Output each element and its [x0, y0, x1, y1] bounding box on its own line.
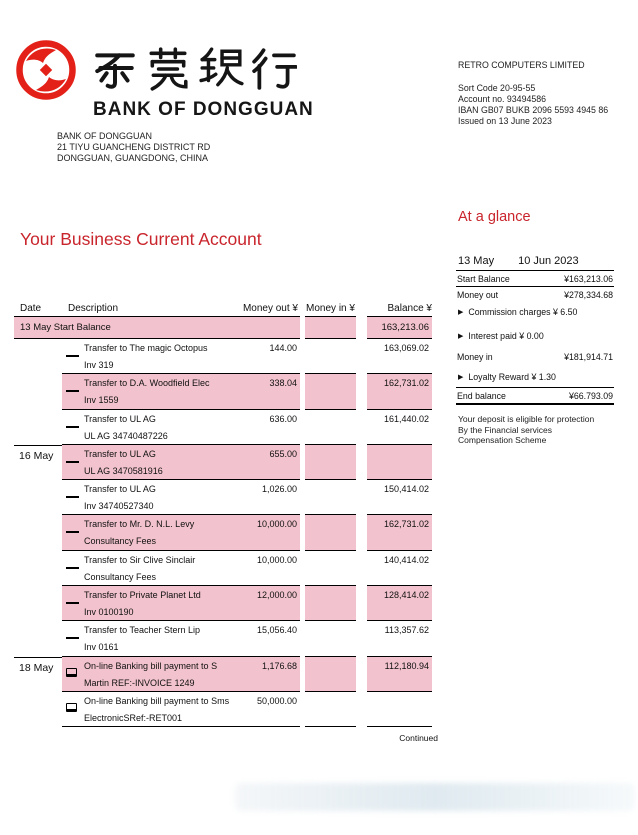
glance-bullet-label: Commission charges ¥ 6.50 [468, 307, 578, 317]
table-row [14, 515, 438, 550]
txn-description: Transfer to Private Planet Ltd [84, 590, 201, 601]
txn-date: 16 May [14, 445, 62, 480]
continued-label: Continued [399, 733, 438, 744]
bullet-triangle-icon: ▶ [458, 332, 464, 340]
txn-description-cell [62, 515, 300, 550]
txn-date [14, 410, 62, 445]
transfer-dash-icon [66, 531, 79, 533]
table-row [14, 586, 438, 621]
txn-description-cell [62, 410, 300, 445]
scan-artifact [235, 783, 635, 811]
transfer-dash-icon [66, 496, 79, 498]
account-holder-name: RETRO COMPUTERS LIMITED [458, 60, 585, 70]
txn-money-out: 1,026.00 [261, 484, 297, 495]
txn-description: Transfer to UL AG [84, 448, 156, 459]
bank-logo-icon [16, 40, 76, 100]
online-banking-icon [66, 703, 77, 712]
txn-money-in [305, 657, 356, 692]
txn-description: Transfer to UL AG [84, 484, 156, 495]
txn-reference: Inv 0161 [84, 642, 119, 653]
start-balance-value: 163,213.06 [367, 316, 432, 339]
page-title: Your Business Current Account [20, 229, 262, 249]
issue-date: Issued on 13 June 2023 [458, 116, 552, 126]
txn-reference: Inv 0100190 [84, 607, 134, 618]
txn-description-cell [62, 621, 300, 656]
txn-balance: 128,414.02 [367, 586, 432, 621]
txn-date [14, 551, 62, 586]
glance-row-label: Money in [457, 351, 493, 362]
transfer-dash-icon [66, 355, 79, 357]
txn-money-in [305, 339, 356, 374]
online-banking-icon [66, 668, 77, 677]
txn-balance: 112,180.94 [367, 657, 432, 692]
header-date: Date [20, 303, 42, 314]
header-balance: Balance ¥ [387, 303, 432, 314]
transfer-dash-icon [66, 637, 79, 639]
glance-row-value: ¥163,213.06 [564, 273, 613, 284]
txn-description-cell [62, 551, 300, 586]
txn-description: Transfer to The magic Octopus [84, 343, 208, 353]
glance-period [456, 255, 614, 271]
txn-description: Transfer to UL AG [84, 413, 156, 424]
txn-money-out: 655.00 [269, 448, 297, 459]
txn-balance [367, 692, 432, 727]
glance-row-label: Money out [457, 289, 499, 300]
table-row [14, 692, 438, 727]
txn-money-in [305, 374, 356, 409]
start-balance-money-in [305, 316, 356, 339]
bullet-triangle-icon: ▶ [458, 373, 464, 381]
glance-row-label: Start Balance [457, 273, 510, 284]
txn-reference: Inv 34740527340 [84, 501, 154, 512]
txn-description-cell [62, 657, 300, 692]
txn-money-in [305, 410, 356, 445]
table-row [14, 374, 438, 409]
txn-date [14, 692, 62, 727]
txn-description-cell [62, 480, 300, 515]
txn-money-in [305, 480, 356, 515]
header-description: Description [68, 303, 119, 314]
txn-balance: 162,731.02 [367, 515, 432, 550]
glance-bullet-label: Interest paid ¥ 0.00 [468, 331, 544, 341]
txn-reference: Martin REF:-INVOICE 1249 [84, 677, 195, 688]
txn-money-in [305, 692, 356, 727]
txn-money-out: 338.04 [269, 378, 297, 389]
glance-bullet [456, 305, 614, 319]
glance-row [456, 387, 614, 405]
txn-date [14, 515, 62, 550]
transfer-dash-icon [66, 426, 79, 428]
glance-row-value: ¥181,914.71 [564, 351, 613, 362]
txn-balance [367, 445, 432, 480]
txn-money-in [305, 551, 356, 586]
txn-money-out: 144.00 [269, 343, 297, 353]
protection-line: Your deposit is eligible for protection [458, 414, 595, 424]
transfer-dash-icon [66, 602, 79, 604]
transactions-table [14, 300, 438, 743]
cjk-char-guan-icon [145, 46, 191, 92]
glance-row-label: End balance [457, 390, 506, 401]
transfer-dash-icon [66, 461, 79, 463]
bank-name-english: BANK OF DONGGUAN [93, 99, 314, 120]
txn-money-in [305, 445, 356, 480]
txn-balance: 150,414.02 [367, 480, 432, 515]
txn-date: 18 May [14, 657, 62, 692]
txn-description-cell [62, 374, 300, 409]
header-money-out: Money out ¥ [242, 303, 298, 314]
period-end-date: 10 Jun 2023 [518, 255, 579, 267]
txn-description-cell [62, 586, 300, 621]
cjk-char-yin-icon [198, 46, 244, 92]
txn-reference: UL AG 34740487226 [84, 430, 168, 441]
account-info-block [458, 60, 633, 127]
address-line: BANK OF DONGGUAN [57, 131, 153, 141]
transfer-dash-icon [66, 567, 79, 569]
txn-description: Transfer to Teacher Stern Lip [84, 625, 201, 636]
glance-bullet [456, 370, 614, 384]
sort-code: Sort Code 20-95-55 [458, 83, 536, 93]
txn-money-out: 10,000.00 [256, 554, 297, 565]
table-row [14, 551, 438, 586]
txn-date [14, 621, 62, 656]
glance-row-value: ¥66.793.09 [568, 390, 613, 401]
txn-money-out: 636.00 [269, 413, 297, 424]
address-line: 21 TIYU GUANCHENG DISTRICT RD [57, 141, 211, 152]
txn-money-in [305, 621, 356, 656]
bank-name-chinese [92, 46, 297, 92]
txn-balance: 163,069.02 [367, 339, 432, 374]
txn-balance: 162,731.02 [367, 374, 432, 409]
txn-date [14, 586, 62, 621]
address-line: DONGGUAN, GUANGDONG, CHINA [57, 152, 209, 163]
txn-description: On-line Banking bill payment to Sms [84, 695, 230, 706]
account-number: Account no. 93494586 [458, 94, 547, 104]
txn-reference: Inv 1559 [84, 395, 119, 406]
cjk-char-xing-icon [251, 46, 297, 92]
txn-money-out: 15,056.40 [256, 625, 297, 636]
table-row [14, 480, 438, 515]
table-row [14, 621, 438, 656]
txn-reference: Inv 319 [84, 360, 114, 370]
bank-address [57, 131, 210, 163]
txn-description-cell [62, 445, 300, 480]
txn-money-in [305, 586, 356, 621]
header-money-in: Money in ¥ [306, 303, 355, 314]
table-row [14, 410, 438, 445]
glance-row [456, 349, 614, 364]
txn-reference: Consultancy Fees [84, 571, 157, 582]
txn-description: On-line Banking bill payment to S [84, 660, 218, 671]
glance-row [456, 271, 614, 287]
table-row [14, 657, 438, 692]
cjk-char-dong-icon [92, 46, 138, 92]
glance-bullet-label: Loyalty Reward ¥ 1.30 [468, 372, 556, 382]
txn-money-out: 12,000.00 [256, 590, 297, 601]
deposit-protection-note [458, 414, 594, 446]
glance-row [456, 287, 614, 302]
txn-description-cell [62, 339, 300, 374]
txn-reference: UL AG 3470581916 [84, 465, 163, 476]
bullet-triangle-icon: ▶ [458, 308, 464, 316]
table-row [14, 445, 438, 480]
txn-balance: 113,357.62 [367, 621, 432, 656]
txn-reference: Consultancy Fees [84, 536, 157, 547]
txn-description-cell [62, 692, 300, 727]
txn-money-out: 50,000.00 [256, 695, 297, 706]
txn-balance: 140,414.02 [367, 551, 432, 586]
txn-description: Transfer to D.A. Woodfield Elec [84, 378, 210, 389]
txn-description: Transfer to Mr. D. N.L. Levy [84, 519, 195, 530]
table-row [14, 339, 438, 374]
glance-bullet [456, 329, 614, 343]
protection-line: Compensation Scheme [458, 435, 547, 445]
txn-date [14, 374, 62, 409]
period-start-date: 13 May [458, 255, 495, 267]
txn-reference: ElectronicSRef:-RET001 [84, 712, 183, 723]
glance-row-value: ¥278,334.68 [564, 289, 613, 300]
glance-heading: At a glance [458, 209, 531, 225]
start-balance-label: 13 May Start Balance [14, 316, 300, 339]
txn-money-in [305, 515, 356, 550]
table-header-row [14, 300, 438, 316]
txn-description: Transfer to Sir Clive Sinclair [84, 554, 196, 565]
start-balance-row [14, 316, 438, 339]
txn-date [14, 339, 62, 374]
txn-balance: 161,440.02 [367, 410, 432, 445]
txn-money-out: 10,000.00 [256, 519, 297, 530]
txn-money-out: 1,176.68 [261, 660, 297, 671]
protection-line: By the Financial services [458, 424, 553, 435]
at-a-glance-panel [456, 255, 614, 405]
transfer-dash-icon [66, 390, 79, 392]
txn-date [14, 480, 62, 515]
iban: IBAN GB07 BUKB 2096 5593 4945 86 [458, 105, 609, 115]
